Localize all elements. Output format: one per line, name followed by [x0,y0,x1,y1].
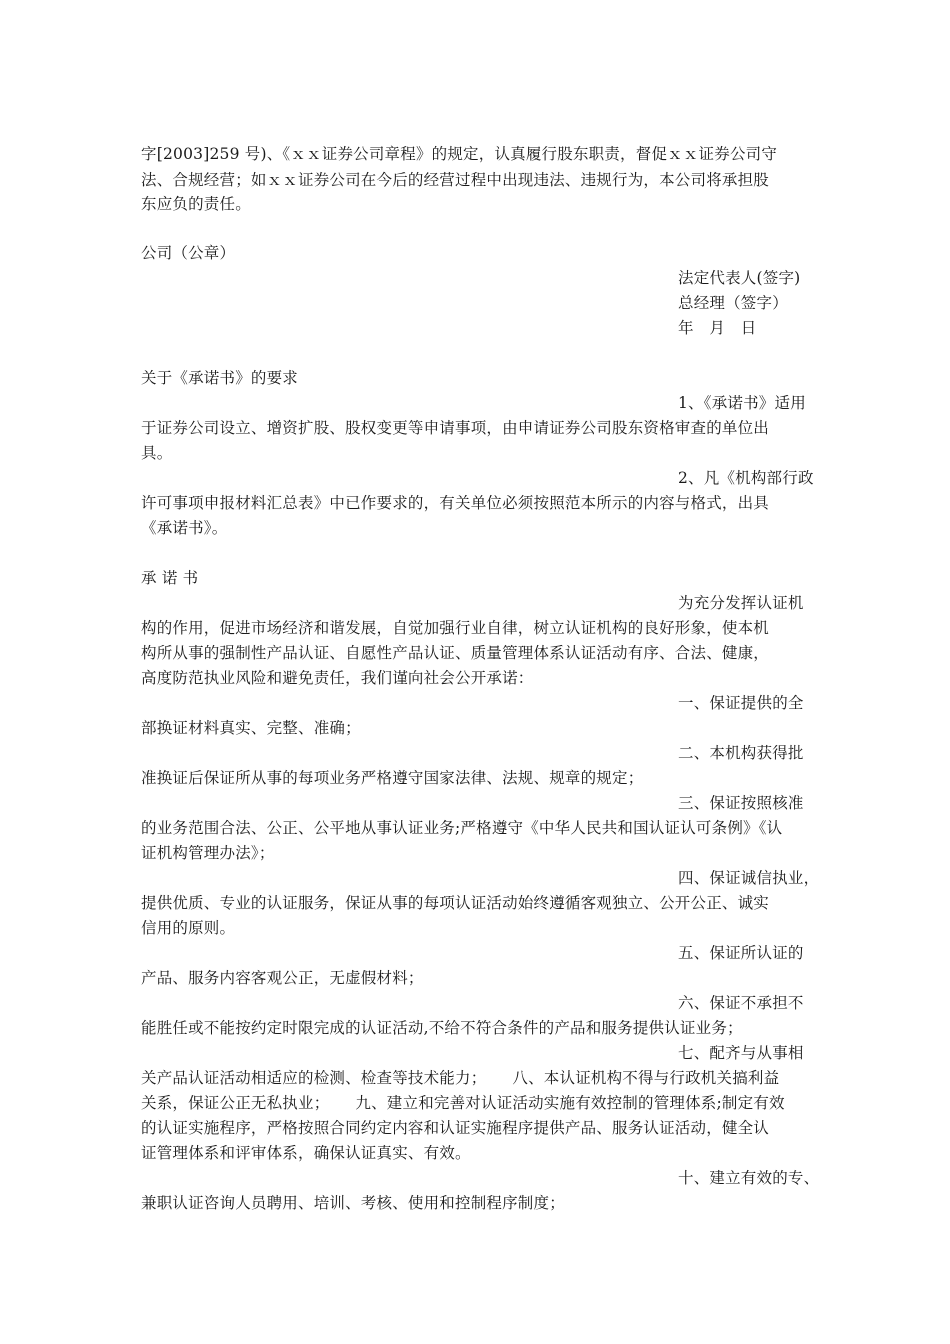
pledge-items-8-9-line [141,1093,785,1113]
pledge-item-7-start: 七、配齐与从事相 [678,1044,804,1062]
pledge-item-3-line: 证机构管理办法》； [141,844,275,862]
date-label: 年 月 日 [678,319,757,337]
requirement-item-1-line: 于证券公司设立、增资扩股、股权变更等申请事项，由申请证券公司股东资格审查的单位出 [141,419,770,437]
pledge-preamble-line: 高度防范执业风险和避免责任，我们谨向社会公开承诺： [141,669,534,687]
requirement-item-2-line: 许可事项申报材料汇总表》中已作要求的，有关单位必须按照范本所示的内容与格式，出具 [141,494,770,512]
requirement-item-2-line: 《承诺书》。 [141,519,228,537]
pledge-item-5-line: 产品、服务内容客观公正，无虚假材料； [141,969,424,987]
pledge-item-4-line: 信用的原则。 [141,919,236,937]
pledge-item-3-line: 的业务范围合法、公正、公平地从事认证业务;严格遵守《中华人民共和国认证认可条例》《认 [141,819,783,837]
pledge-item-9-line: 的认证实施程序，严格按照合同约定内容和认证实施程序提供产品、服务认证活动，健全认 [141,1119,770,1137]
pledge-item-4-line: 提供优质、专业的认证服务，保证从事的每项认证活动始终遵循客观独立、公开公正、诚实 [141,894,770,912]
pledge-item-1-line: 部换证材料真实、完整、准确； [141,719,361,737]
pledge-item-1-start: 一、保证提供的全 [678,694,804,712]
pledge-item-8-start: 八、本认证机构不得与行政机关搞利益 [512,1069,780,1087]
intro-line: 东应负的责任。 [141,195,251,213]
general-manager-signature-label: 总经理（签字） [678,294,788,312]
requirement-item-2-start: 2、凡《机构部行政 [678,469,814,487]
pledge-preamble-line: 构的作用，促进市场经济和谐发展，自觉加强行业自律，树立认证机构的良好形象，使本机 [141,619,770,637]
pledge-item-6-start: 六、保证不承担不 [678,994,804,1012]
requirements-title: 关于《承诺书》的要求 [141,369,299,387]
pledge-item-2-line: 准换证后保证所从事的每项业务严格遵守国家法律、法规、规章的规定； [141,769,644,787]
company-seal-label: 公司（公章） [141,244,236,262]
intro-line: 法、合规经营；如ｘｘ证券公司在今后的经营过程中出现违法、违规行为，本公司将承担股 [141,171,770,189]
pledge-item-4-start: 四、保证诚信执业， [678,869,820,887]
pledge-item-2-start: 二、本机构获得批 [678,744,804,762]
pledge-preamble-line: 构所从事的强制性产品认证、自愿性产品认证、质量管理体系认证活动有序、合法、健康， [141,644,770,662]
requirement-item-1-start: 1、《承诺书》适用 [678,394,806,412]
requirement-item-1-line: 具。 [141,444,173,462]
pledge-item-3-start: 三、保证按照核准 [678,794,804,812]
pledge-title: 承 诺 书 [141,569,199,587]
pledge-item-10-line: 兼职认证咨询人员聘用、培训、考核、使用和控制程序制度； [141,1194,565,1212]
pledge-item-6-line: 能胜任或不能按约定时限完成的认证活动,不给不符合条件的产品和服务提供认证业务； [141,1019,743,1037]
pledge-items-7-8-line [141,1068,779,1088]
intro-line: 字[2003]259 号)、《ｘｘ证券公司章程》的规定，认真履行股东职责，督促ｘｘ证券公司守 [141,145,778,163]
pledge-item-8-line: 关系，保证公正无私执业； [141,1094,330,1112]
pledge-item-9-line: 证管理体系和评审体系，确保认证真实、有效。 [141,1144,471,1162]
pledge-item-7-line: 关产品认证活动相适应的检测、检查等技术能力； [141,1069,487,1087]
legal-representative-signature-label: 法定代表人(签字) [678,269,801,287]
pledge-preamble-start: 为充分发挥认证机 [678,594,804,612]
pledge-item-10-start: 十、建立有效的专、 [678,1169,820,1187]
pledge-item-5-start: 五、保证所认证的 [678,944,804,962]
pledge-item-9-start: 九、建立和完善对认证活动实施有效控制的管理体系;制定有效 [355,1094,785,1112]
